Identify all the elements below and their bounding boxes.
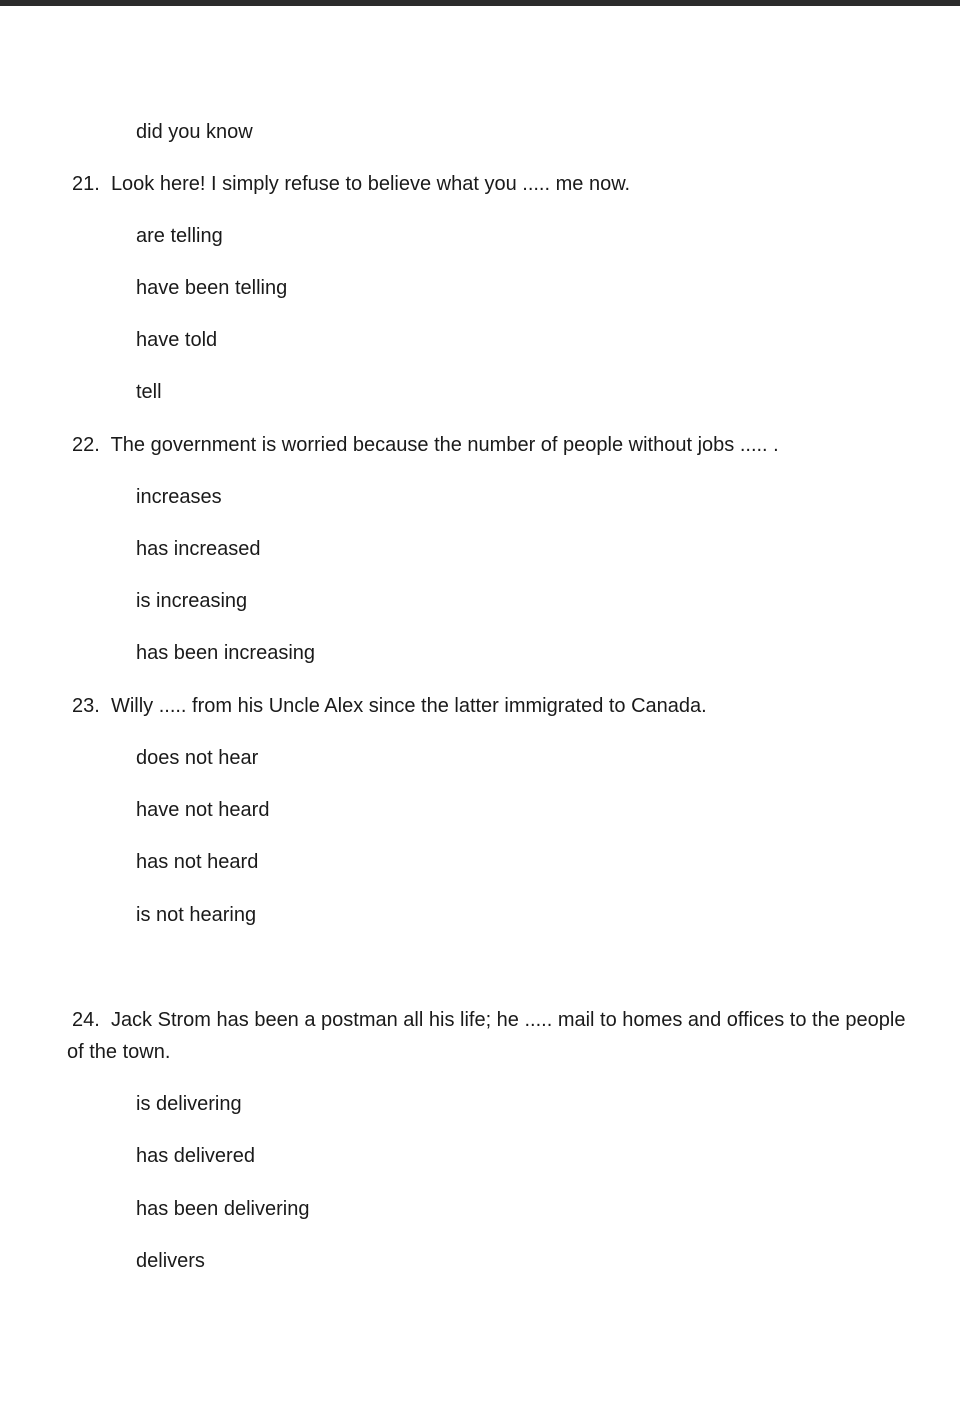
question-text: Look here! I simply refuse to believe what you ..... me now. xyxy=(110,173,631,195)
question-text-continued: of the town. xyxy=(67,1041,171,1063)
question-21 xyxy=(72,172,630,196)
option: is delivering xyxy=(136,1093,242,1115)
option: delivers xyxy=(136,1250,205,1272)
question-number: 21. xyxy=(72,173,100,195)
option: have not heard xyxy=(136,799,270,821)
option: have told xyxy=(136,329,218,351)
top-bar xyxy=(0,0,960,6)
question-23 xyxy=(72,694,707,718)
question-number: 22. xyxy=(72,434,100,456)
option: has not heard xyxy=(136,851,259,873)
question-22 xyxy=(72,433,779,457)
option: does not hear xyxy=(136,747,259,769)
option: has been delivering xyxy=(136,1198,310,1220)
option: is not hearing xyxy=(136,904,257,926)
question-text: Jack Strom has been a postman all his life; he ..... mail to homes and offices to the people xyxy=(110,1009,906,1031)
option: tell xyxy=(136,381,162,403)
option: have been telling xyxy=(136,277,288,299)
question-text: The government is worried because the number of people without jobs ..... . xyxy=(110,434,779,456)
question-number: 23. xyxy=(72,695,100,717)
option: has increased xyxy=(136,538,261,560)
question-24 xyxy=(72,1008,905,1032)
option: has delivered xyxy=(136,1145,255,1167)
option: is increasing xyxy=(136,590,248,612)
option: are telling xyxy=(136,225,223,247)
option: has been increasing xyxy=(136,642,316,664)
option: increases xyxy=(136,486,222,508)
question-number: 24. xyxy=(72,1009,100,1031)
option: did you know xyxy=(136,121,253,143)
question-text: Willy ..... from his Uncle Alex since the latter immigrated to Canada. xyxy=(110,695,707,717)
